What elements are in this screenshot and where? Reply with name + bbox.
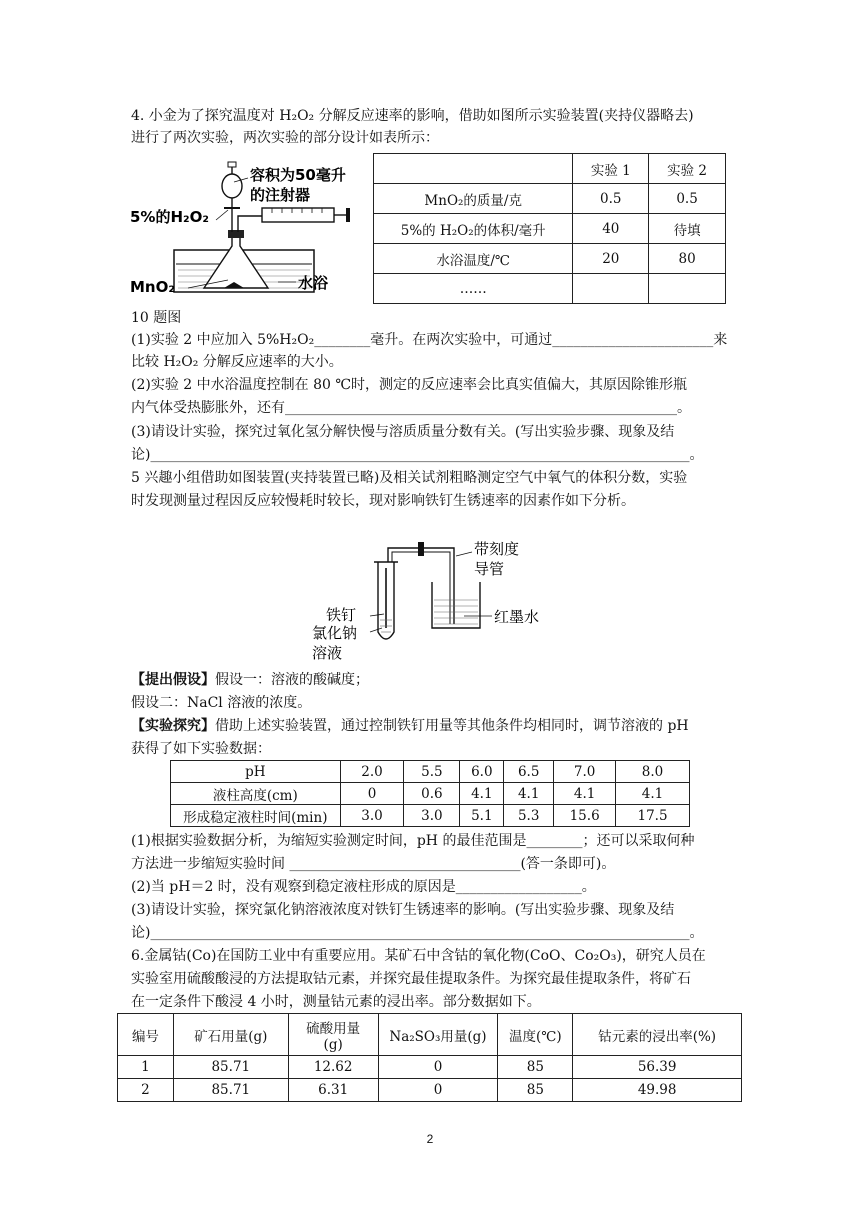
table-header-cell: 矿石用量(g) [173,1014,288,1056]
table-cell: 0.5 [573,184,649,214]
table-cell: 5.1 [460,805,504,827]
hypothesis-1: 假设一：溶液的酸碱度； [215,672,369,688]
table-cell: 15.6 [554,805,616,827]
table-cell: 3.0 [404,805,460,827]
table-cell: 6.0 [460,761,504,783]
table-header-cell: Na₂SO₃用量(g) [378,1014,498,1056]
h2o2-label: 5%的H₂O₂ [130,208,209,226]
table-cell: pH [171,761,341,783]
table-cell: 12.62 [288,1056,378,1079]
q4-question3-line2: 论)_____________________________________________________________________________。 [131,447,704,463]
table-header-cell: 实验 2 [649,154,726,184]
q4-intro-line1: 4. 小金为了探究温度对 H₂O₂ 分解反应速率的影响，借助如图所示实验装置(夹持仪器略去) [131,108,694,124]
table-cell: 40 [573,214,649,244]
table-cell: 56.39 [573,1056,742,1079]
table-cell: 4.1 [616,783,690,805]
table-cell: 0 [378,1056,498,1079]
q5-hypothesis-line1 [131,670,369,690]
table-cell: 85 [498,1079,573,1102]
table-cell: 5.3 [504,805,554,827]
q6-intro-line1: 6.金属钴(Co)在国防工业中有重要应用。某矿石中含钴的氧化物(CoO、Co₂O₃)，研究人员在 [131,948,706,964]
table-cell: 6.31 [288,1079,378,1102]
table-cell: 5.5 [404,761,460,783]
q5-question1-line2: 方法进一步缩短实验时间 _________________________________(答一条即可)。 [131,856,616,872]
table-cell [573,274,649,304]
q5-question1-line1: (1)根据实验数据分析，为缩短实验测定时间，pH 的最佳范围是________；还可以采取何种 [131,833,695,849]
table-cell: 4.1 [460,783,504,805]
mno2-label: MnO₂ [130,278,175,296]
table-cell: 4.1 [554,783,616,805]
q5-ph-data-table [170,760,690,827]
water-bath-label: 水浴 [298,274,329,292]
rusting-apparatus-figure [304,528,564,668]
q5-exploration-line2: 获得了如下实验数据： [131,741,271,757]
table-cell: 0 [340,783,404,805]
q5-question3-line1: (3)请设计实验，探究氯化钠溶液浓度对铁钉生锈速率的影响。(写出实验步骤、现象及结 [131,902,675,918]
q6-intro-line3: 在一定条件下酸浸 4 小时，测量钴元素的浸出率。部分数据如下。 [131,994,541,1010]
q5-intro-line2: 时发现测量过程因反应较慢耗时较长，现对影响铁钉生锈速率的因素作如下分析。 [131,493,635,509]
table-cell: 0.5 [649,184,726,214]
table-cell: 液柱高度(cm) [171,783,341,805]
table-cell: 水浴温度/℃ [374,244,573,274]
table-header-cell: 钴元素的浸出率(%) [573,1014,742,1056]
table-cell: 85.71 [173,1056,288,1079]
q4-intro-line2: 进行了两次实验，两次实验的部分设计如表所示： [131,130,439,146]
syringe-label-line2: 的注射器 [250,186,311,204]
q4-question1-line1: (1)实验 2 中应加入 5%H₂O₂________毫升。在两次实验中，可通过_______________________来 [131,332,728,348]
table-cell: 待填 [649,214,726,244]
table-cell: 2.0 [340,761,404,783]
table-cell: 20 [573,244,649,274]
q6-leaching-table [117,1013,742,1102]
table-cell: 49.98 [573,1079,742,1102]
table-cell: 6.5 [504,761,554,783]
table-cell: MnO₂的质量/克 [374,184,573,214]
graduated-tube-label-line1: 带刻度 [474,540,520,558]
syringe-label-line1: 容积为50毫升 [250,166,346,184]
q5-hypothesis-line2: 假设二：NaCl 溶液的浓度。 [131,695,312,711]
table-cell: 80 [649,244,726,274]
table-cell: 形成稳定液柱时间(min) [171,805,341,827]
q4-question3-line1: (3)请设计实验，探究过氧化氢分解快慢与溶质质量分数有关。(写出实验步骤、现象及结 [131,424,675,440]
table-cell: 4.1 [504,783,554,805]
table-cell: 5%的 H₂O₂的体积/毫升 [374,214,573,244]
graduated-tube-label-line2: 导管 [474,560,505,578]
table-cell: 0 [378,1079,498,1102]
table-cell: 8.0 [616,761,690,783]
iron-nail-label: 铁钉 [326,606,357,624]
table-cell: 85.71 [173,1079,288,1102]
q4-question1-line2: 比较 H₂O₂ 分解反应速率的大小。 [131,354,343,370]
q5-question2: (2)当 pH＝2 时，没有观察到稳定液柱形成的原因是__________________。 [131,879,596,895]
table-cell: 7.0 [554,761,616,783]
table-cell [649,274,726,304]
q5-intro-line1: 5 兴趣小组借助如图装置(夹持装置已略)及相关试剂粗略测定空气中氧气的体积分数，实验 [131,470,688,486]
nacl-solution-label-line2: 溶液 [312,644,343,662]
table-cell: 85 [498,1056,573,1079]
q5-exploration-line1 [131,716,689,736]
h2o2-apparatus-figure [128,160,368,300]
table-header-cell: 温度(℃) [498,1014,573,1056]
exploration-text: 借助上述实验装置，通过控制铁钉用量等其他条件均相同时，调节溶液的 pH [215,718,689,734]
table-header-cell [374,154,573,184]
q4-question2-line1: (2)实验 2 中水浴温度控制在 80 ℃时，测定的反应速率会比真实值偏大，其原因除锥形瓶 [131,377,688,393]
table-header-cell: 编号 [118,1014,174,1056]
table-cell: 17.5 [616,805,690,827]
q4-question2-line2: 内气体受热膨胀外，还有________________________________________________________。 [131,400,691,416]
table-header-cell: 实验 1 [573,154,649,184]
table-cell: 3.0 [340,805,404,827]
table-cell: 2 [118,1079,174,1102]
table-header-cell: 硫酸用量(g) [288,1014,378,1056]
page-number: 2 [426,1132,434,1146]
q5-question3-line2: 论)_____________________________________________________________________________。 [131,925,704,941]
nacl-solution-label-line1: 氯化钠 [312,624,358,642]
q4-experiment-table [373,153,726,304]
red-ink-label: 红墨水 [494,608,540,626]
exploration-tag: 【实验探究】 [131,718,215,734]
table-cell: 0.6 [404,783,460,805]
table-cell: …… [374,274,573,304]
q4-figure-caption: 10 题图 [131,310,182,326]
q6-intro-line2: 实验室用硫酸酸浸的方法提取钴元素，并探究最佳提取条件。为探究最佳提取条件，将矿石 [131,971,691,987]
hypothesis-tag: 【提出假设】 [131,672,215,688]
table-cell: 1 [118,1056,174,1079]
